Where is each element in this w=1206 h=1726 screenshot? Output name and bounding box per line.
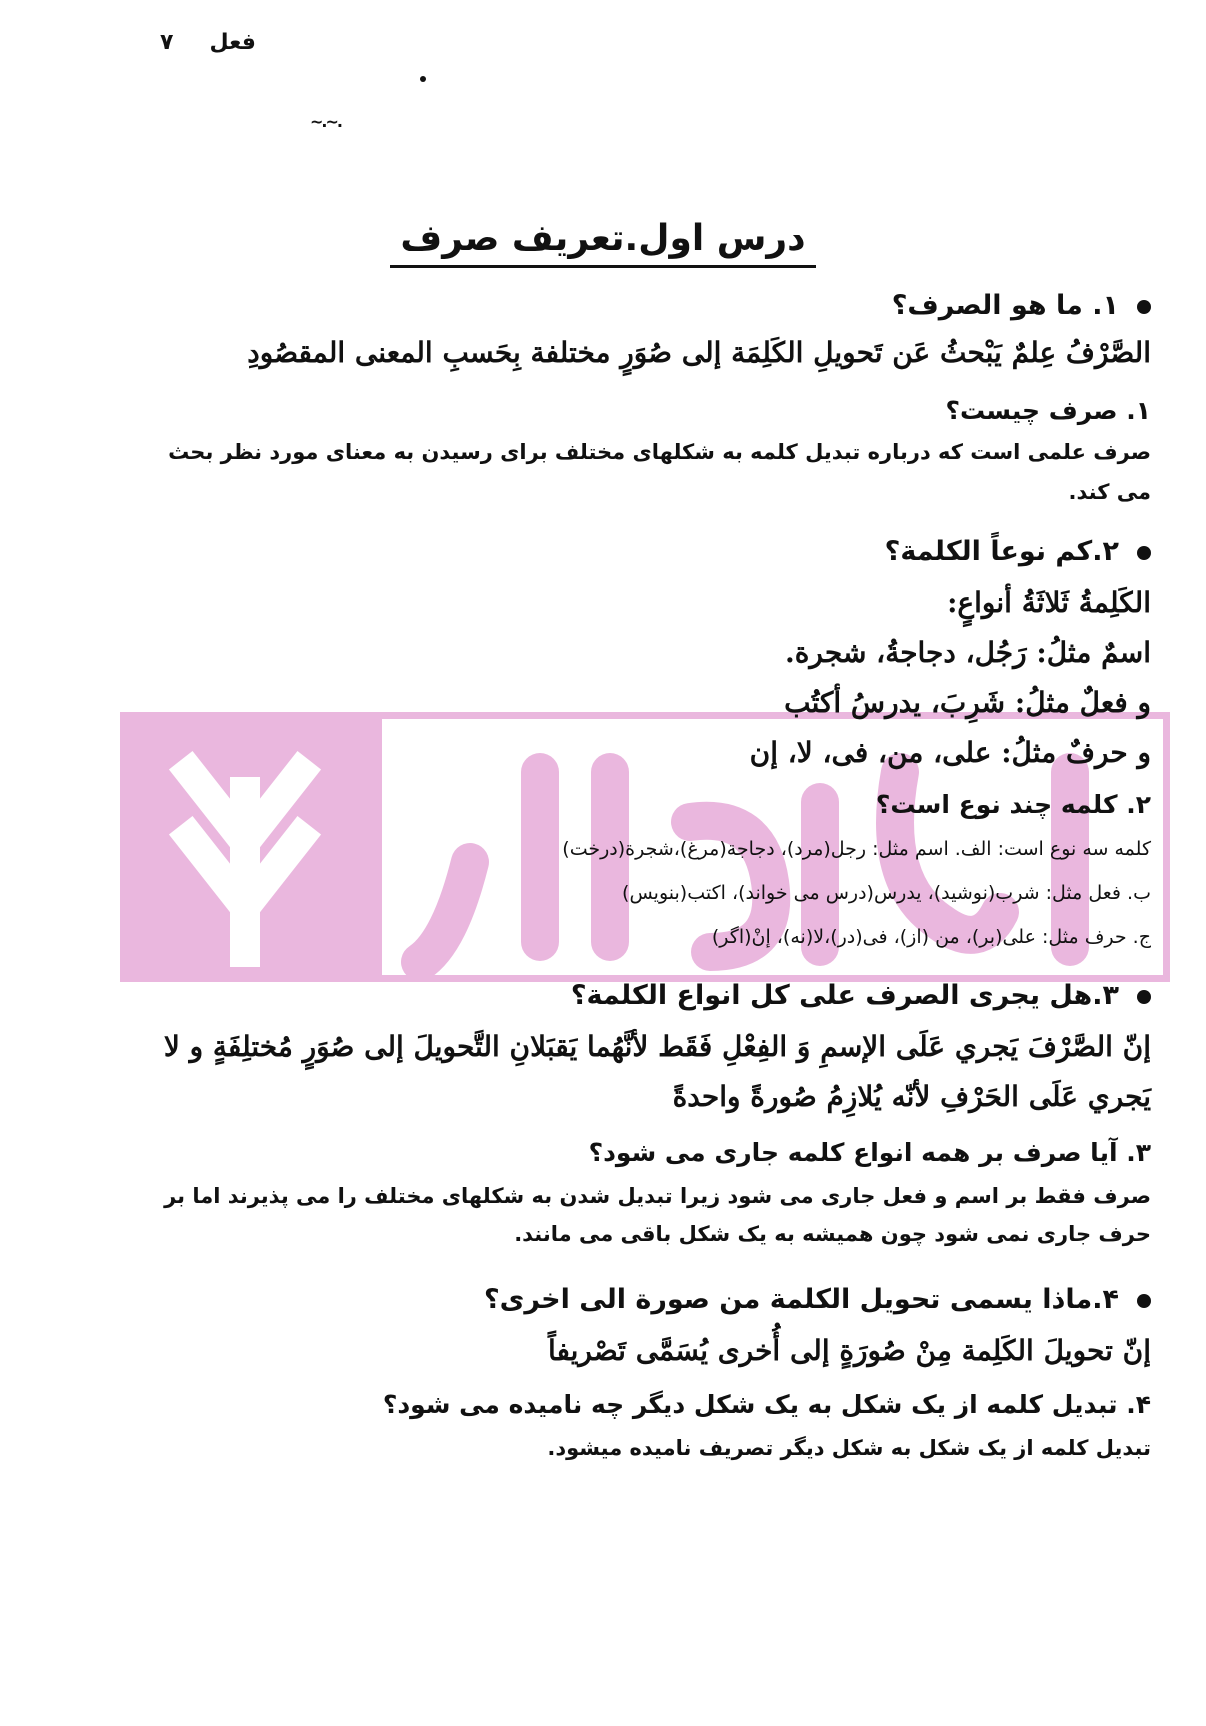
bullet-icon: [1137, 990, 1151, 1004]
answer-2-persian-c: ج. حرف مثل: علی(بر)، من (از)، فی(در)،لا(نه)، إنْ(اگر): [711, 926, 1151, 948]
answer-2-arabic-intro: الكَلِمةُ ثَلاثَةُ أنواعٍ:: [947, 586, 1151, 619]
question-4-arabic: ۴.ماذا یسمی تحویل الکلمة من صورة الی اخری؟: [484, 1284, 1151, 1315]
answer-3-persian-line2: حرف جاری نمی شود چون همیشه به یک شکل باقی می مانند.: [514, 1222, 1151, 1246]
question-3-persian: ۳. آیا صرف بر همه انواع کلمه جاری می شود؟: [588, 1138, 1151, 1167]
answer-2-arabic-noun: اسمٌ مثلُ: رَجُل، دجاجةُ، شجرة.: [785, 636, 1151, 669]
answer-2-persian-b: ب. فعل مثل: شرب(نوشید)، یدرس(درس می خواند)، اکتب(بنویس): [622, 882, 1151, 904]
header-page-number: ۷: [160, 30, 174, 55]
question-4-persian: ۴. تبدیل کلمه از یک شکل به یک شکل دیگر چه نامیده می شود؟: [382, 1390, 1151, 1419]
page-header: [160, 30, 256, 55]
answer-3-persian-line1: صرف فقط بر اسم و فعل جاری می شود زیرا تبدیل شدن به شکلهای مختلف را می پذیرند اما بر: [164, 1184, 1151, 1208]
question-1-persian: ۱. صرف چیست؟: [945, 396, 1151, 425]
question-2-persian: ۲. کلمه چند نوع است؟: [875, 790, 1151, 819]
header-word: فعل: [209, 30, 256, 55]
ink-dot: [420, 76, 426, 82]
answer-2-persian-a: کلمه سه نوع است: الف. اسم مثل: رجل(مرد)، دجاجة(مرغ)،شجرة(درخت): [562, 838, 1151, 860]
question-1-arabic: ۱. ما هو الصرف؟: [892, 290, 1151, 321]
bullet-icon: [1137, 546, 1151, 560]
ink-mark: ~.~.: [310, 112, 341, 131]
answer-3-arabic-line1: إنّ الصَّرْفَ يَجري عَلَى الإسمِ وَ الفِعْلِ فَقَط لأنَّهُما يَقبَلانِ التَّحويلَ إلى صُوَرٍ مُختلِفَةٍ و لا: [163, 1030, 1151, 1063]
answer-3-arabic-line2: يَجري عَلَى الحَرْفِ لأنّه يُلازِمُ صُورةً واحدةً: [672, 1080, 1151, 1113]
answer-1-persian-line1: صرف علمی است که درباره تبدیل کلمه به شکلهای مختلف برای رسیدن به معنای مورد نظر بحث: [168, 440, 1151, 464]
question-3-arabic: ۳.هل یجری الصرف علی کل انواع الکلمة؟: [571, 980, 1151, 1011]
answer-4-persian: تبدیل کلمه از یک شکل به شکل دیگر تصریف نامیده میشود.: [547, 1436, 1151, 1460]
answer-2-arabic-verb: و فعلٌ مثلُ: شَرِبَ، يدرسُ أكتُب: [784, 686, 1151, 719]
answer-1-arabic: الصَّرْفُ عِلمٌ يَبْحثُ عَن تَحويلِ الكَلِمَة إلى صُوَرٍ مختلفة بِحَسبِ المعنى المقصُودِ: [247, 336, 1151, 369]
bullet-icon: [1137, 300, 1151, 314]
answer-2-arabic-particle: و حرفٌ مثلُ: على، من، فى، لا، إن: [749, 736, 1151, 769]
answer-4-arabic: إنّ تحويلَ الكَلِمة مِنْ صُورَةٍ إلى أُخرى يُسَمَّى تَصْريفاً: [547, 1334, 1151, 1367]
question-2-arabic: ۲.کم نوعاً الكلمة؟: [885, 536, 1151, 567]
bullet-icon: [1137, 1294, 1151, 1308]
answer-1-persian-line2: می کند.: [1068, 480, 1151, 504]
lesson-title: درس اول.تعریف صرف: [0, 218, 1206, 259]
watermark-emblem: [120, 712, 370, 982]
